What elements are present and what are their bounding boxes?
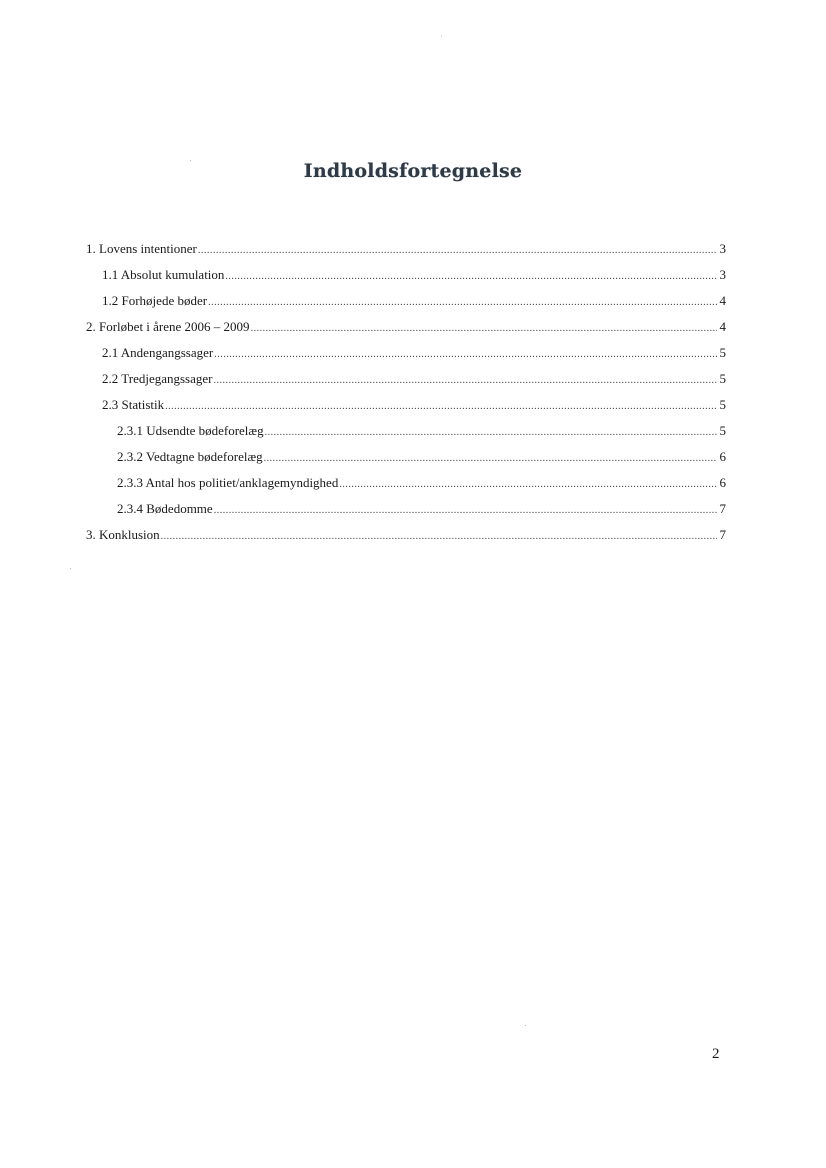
toc-entry-page: 6 [719,449,726,464]
toc-dot-leader [265,420,717,446]
scan-speck [441,36,442,37]
toc-entry-page: 7 [719,501,726,516]
toc-dot-leader [214,368,718,394]
toc-entry-page: 5 [719,423,726,438]
toc-entry-page: 5 [719,397,726,412]
toc-dot-leader [214,498,717,524]
toc-dot-leader [264,446,717,472]
toc-entry[interactable] [86,470,726,496]
toc-entry-page: 5 [719,345,726,360]
toc-entry[interactable] [86,262,726,288]
toc-entry-page: 7 [719,527,726,542]
toc-entry[interactable] [86,288,726,314]
toc-dot-leader [165,394,717,420]
toc-entry-page: 3 [719,267,726,282]
toc-entry[interactable] [86,366,726,392]
toc-entry[interactable] [86,236,726,262]
toc-entry[interactable] [86,418,726,444]
toc-entry-page: 5 [719,371,726,386]
toc-entry-label: 2.2 Tredjegangssager [102,371,213,386]
toc-entry-label: 2. Forløbet i årene 2006 – 2009 [86,319,250,334]
toc-entry[interactable] [86,392,726,418]
toc-dot-leader [198,238,717,264]
scan-speck [525,1025,526,1026]
toc-dot-leader [251,316,717,342]
toc-title: Indholdsfortegnelse [303,160,523,182]
toc-dot-leader [208,290,717,316]
scan-speck [190,160,191,161]
toc-entry[interactable] [86,340,726,366]
toc-dot-leader [214,342,717,368]
toc-entry-page: 6 [719,475,726,490]
toc-entry-page: 3 [719,241,726,256]
scan-speck [70,568,71,569]
toc-entry-label: 2.3.1 Udsendte bødeforelæg [117,423,264,438]
toc-entry-label: 2.3.4 Bødedomme [117,501,213,516]
toc-entry-label: 2.3 Statistik [102,397,165,412]
toc-entry[interactable] [86,496,726,522]
toc-entry-label: 2.1 Andengangssager [102,345,214,360]
toc-dot-leader [339,472,717,498]
toc-entry-page: 4 [719,293,726,308]
toc-entry-label: 3. Konklusion [86,527,160,542]
toc-entry-label: 1.2 Forhøjede bøder [102,293,208,308]
toc-entry-label: 1. Lovens intentioner [86,241,197,256]
toc-entry-label: 2.3.2 Vedtagne bødeforelæg [117,449,263,464]
toc-entry-label: 1.1 Absolut kumulation [102,267,225,282]
toc-entry-page: 4 [719,319,726,334]
toc-entry-label: 2.3.3 Antal hos politiet/anklagemyndighed [117,475,339,490]
toc-entry[interactable] [86,314,726,340]
page-number: 2 [712,1046,720,1062]
toc-entry[interactable] [86,444,726,470]
toc-dot-leader [161,524,717,550]
toc-dot-leader [225,264,717,290]
table-of-contents [86,236,726,548]
toc-entry[interactable] [86,522,726,548]
